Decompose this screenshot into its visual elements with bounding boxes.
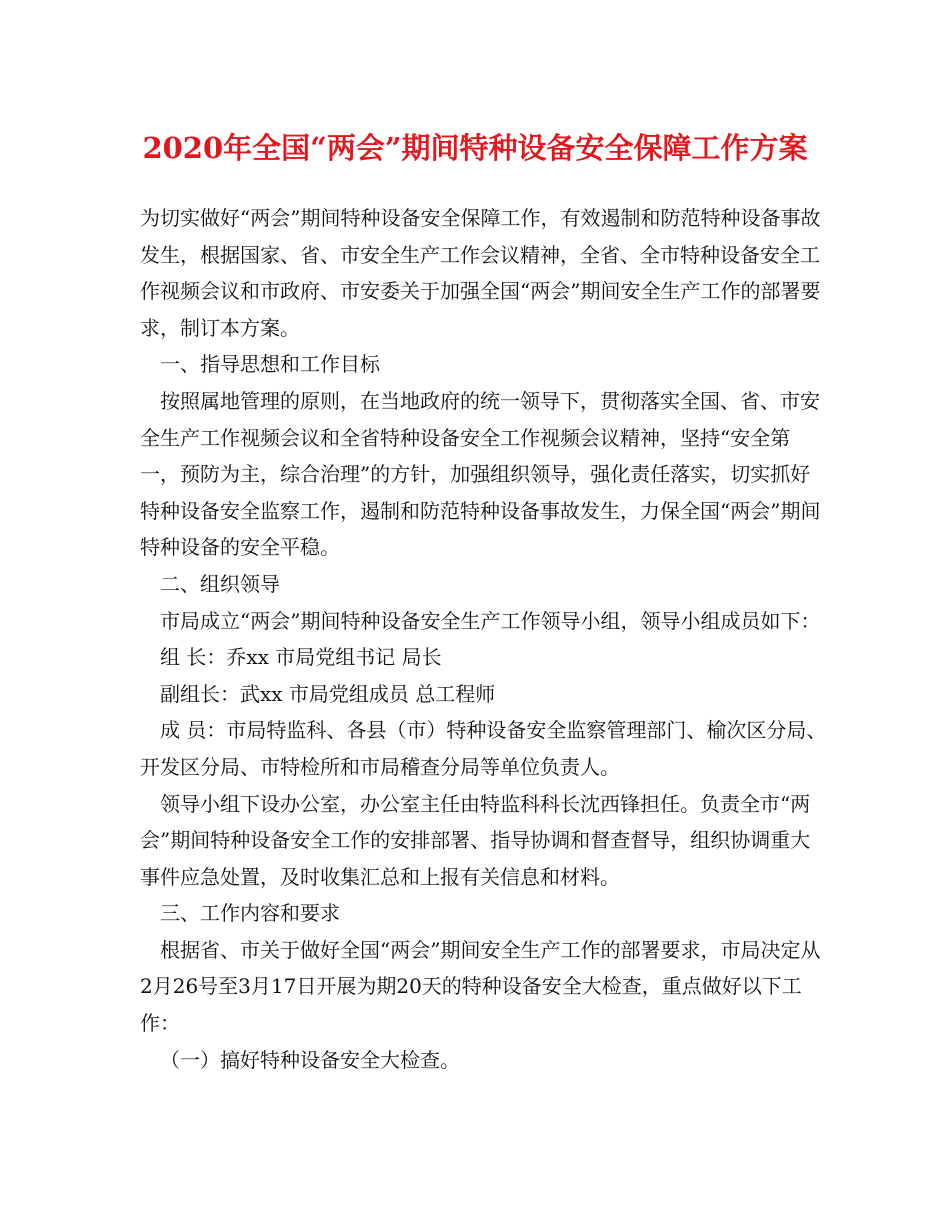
section-heading-2: 二、组织领导 (160, 571, 280, 596)
section-heading-1: 一、指导思想和工作目标 (160, 352, 380, 377)
body-paragraph: 市局成立“两会”期间特种设备安全生产工作领导小组，领导小组成员如下： (160, 608, 821, 633)
intro-paragraph: 为切实做好“两会”期间特种设备安全保障工作，有效遏制和防范特种设备事故发生，根据国家、省、市安全生产工作会议精神，全省、全市特种设备安全工作视频会议和市政府、市安委关于加强全国“两会”期间安全生产工作的部署要求，制订本方案。 (140, 206, 821, 340)
body-paragraph: 按照属地管理的原则，在当地政府的统一领导下，贯彻落实全国、省、市安全生产工作视频会议和全省特种设备安全工作视频会议精神，坚持“安全第一，预防为主，综合治理”的方针，加强组织领导，强化责任落实，切实抓好特种设备安全监察工作，遏制和防范特种设备事故发生，力保全国“两会”期间特种设备的安全平稳。 (140, 388, 821, 560)
subsection-heading: （一）搞好特种设备安全大检查。 (160, 1047, 460, 1072)
section-heading-3: 三、工作内容和要求 (160, 901, 340, 926)
deputy-leader-line: 副组长：武xx 市局党组成员 总工程师 (160, 681, 496, 706)
body-paragraph: 领导小组下设办公室，办公室主任由特监科科长沈西锋担任。负责全市“两会”期间特种设备安全工作的安排部署、指导协调和督查督导，组织协调重大事件应急处置，及时收集汇总和上报有关信息和材料。 (140, 791, 811, 889)
document-body (140, 200, 830, 1078)
document-title: 2020年全国“两会”期间特种设备安全保障工作方案 (142, 131, 808, 165)
body-paragraph: 根据省、市关于做好全国“两会”期间安全生产工作的部署要求，市局决定从2月26号至3月17日开展为期20天的特种设备安全大检查，重点做好以下工作： (140, 937, 821, 1036)
members-line: 成 员：市局特监科、各县（市）特种设备安全监察管理部门、榆次区分局、开发区分局、市特检所和市局稽查分局等单位负责人。 (140, 718, 827, 779)
leader-line: 组 长：乔xx 市局党组书记 局长 (160, 645, 442, 670)
